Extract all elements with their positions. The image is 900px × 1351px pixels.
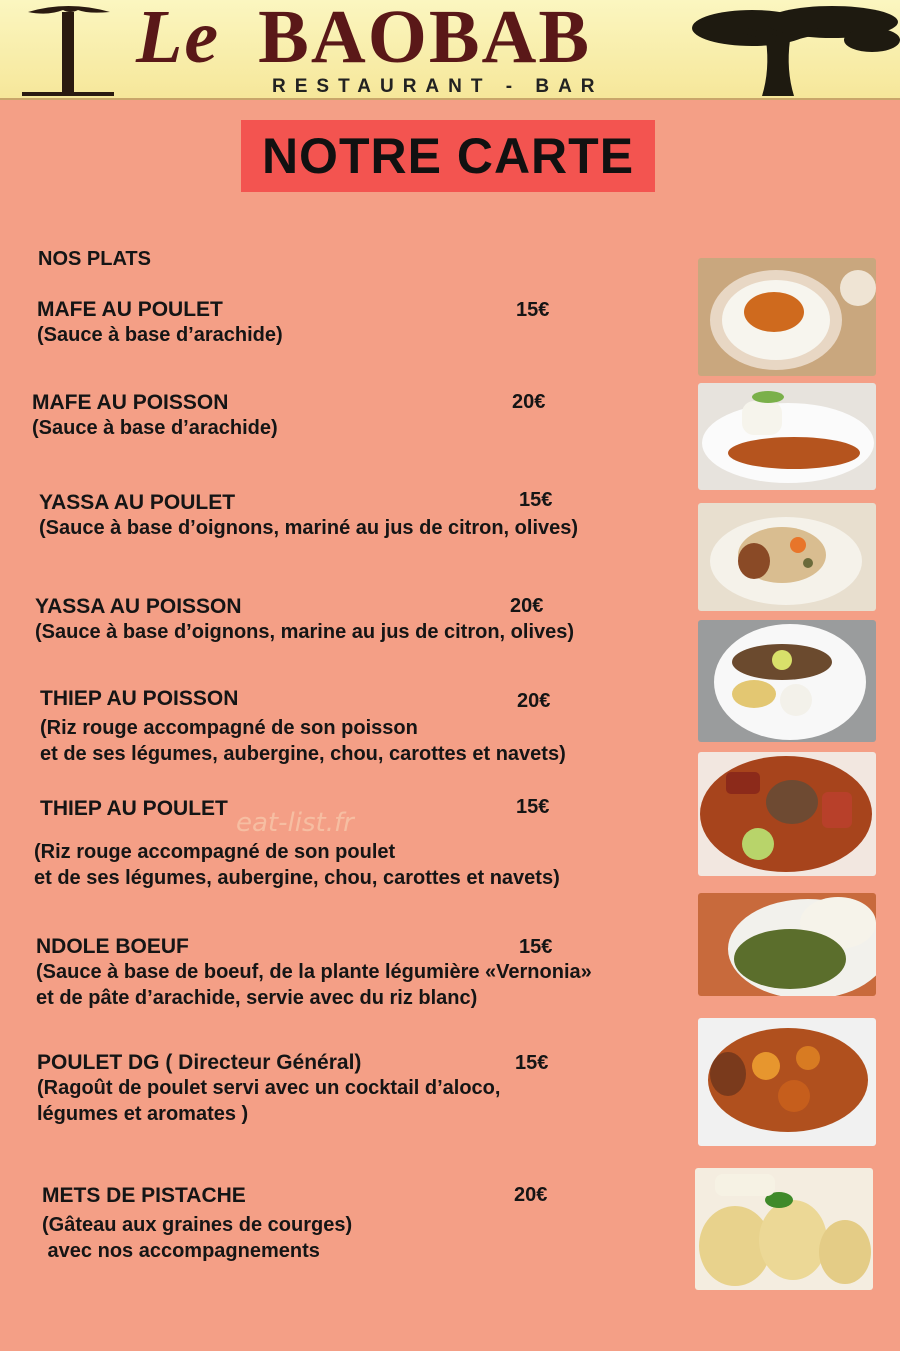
menu-item (37, 1051, 500, 1127)
menu-item (35, 595, 574, 645)
watermark: eat-list.fr (236, 808, 354, 838)
grilled-fish-lemon-plate-icon (698, 620, 876, 742)
item-price: 20€ (514, 1184, 548, 1206)
item-desc: légumes et aromates ) (37, 1103, 249, 1125)
red-rice-fish-vegetables-icon (698, 752, 876, 876)
menu-item (39, 491, 578, 541)
item-desc: (Riz rouge accompagné de son poulet (34, 841, 396, 863)
item-price: 15€ (515, 1052, 549, 1074)
menu-item (36, 935, 592, 1011)
item-desc: (Gâteau aux graines de courges) (42, 1214, 353, 1236)
item-desc: (Sauce à base d’arachide) (37, 324, 283, 346)
item-price: 20€ (517, 690, 551, 712)
item-price: 15€ (519, 489, 553, 511)
item-price: 20€ (512, 391, 546, 413)
item-price: 15€ (516, 796, 550, 818)
item-desc: et de pâte d’arachide, servie avec du riz blanc) (36, 987, 478, 1009)
item-price: 15€ (516, 299, 550, 321)
item-name: YASSA AU POULET (39, 491, 236, 514)
menu-item (42, 1184, 352, 1264)
fish-sauce-rice-plate-icon (698, 383, 876, 490)
ndole-greens-rice-icon (698, 893, 876, 996)
menu-item (40, 687, 566, 767)
item-desc: (Sauce à base d’oignons, marine au jus de citron, olives) (35, 621, 575, 643)
item-name: THIEP AU POISSON (40, 687, 239, 710)
item-name: THIEP AU POULET (40, 797, 228, 820)
restaurant-logo: Le BAOBAB (136, 0, 592, 79)
item-name: MAFE AU POISSON (32, 391, 229, 414)
item-price: 20€ (510, 595, 544, 617)
rice-chicken-sauce-dish-icon (698, 258, 876, 376)
header-banner (0, 0, 900, 100)
chicken-plantain-stew-icon (698, 1018, 876, 1146)
menu-item (32, 391, 278, 441)
item-desc: (Ragoût de poulet servi avec un cocktail d’aloco, (37, 1077, 501, 1099)
item-desc: (Sauce à base de boeuf, de la plante légumière «Vernonia» (36, 961, 592, 983)
pistachio-cakes-basil-icon (695, 1168, 873, 1290)
item-desc: (Sauce à base d’oignons, mariné au jus de citron, olives) (39, 517, 579, 539)
item-desc: (Riz rouge accompagné de son poisson (40, 717, 418, 739)
item-name: MAFE AU POULET (37, 298, 223, 321)
item-desc: et de ses légumes, aubergine, chou, carottes et navets) (34, 867, 560, 889)
baobab-tree-left-icon (18, 0, 118, 98)
page-title: NOTRE CARTE (261, 128, 635, 184)
baobab-tree-right-icon (682, 0, 900, 98)
section-title: NOS PLATS (38, 248, 151, 270)
item-name: POULET DG ( Directeur Général) (37, 1051, 362, 1074)
item-desc: avec nos accompagnements (42, 1240, 320, 1262)
item-name: NDOLE BOEUF (36, 935, 189, 958)
item-name: YASSA AU POISSON (35, 595, 242, 618)
item-price: 15€ (519, 936, 553, 958)
menu-item-desc (34, 839, 560, 891)
item-desc: (Sauce à base d’arachide) (32, 417, 278, 439)
page-title-box (241, 120, 655, 192)
restaurant-subtitle: RESTAURANT - BAR (272, 76, 604, 97)
menu-item (37, 298, 283, 348)
item-desc: et de ses légumes, aubergine, chou, carottes et navets) (40, 743, 566, 765)
item-name: METS DE PISTACHE (42, 1184, 246, 1207)
chicken-onion-olives-plate-icon (698, 503, 876, 611)
menu-item (40, 797, 228, 821)
